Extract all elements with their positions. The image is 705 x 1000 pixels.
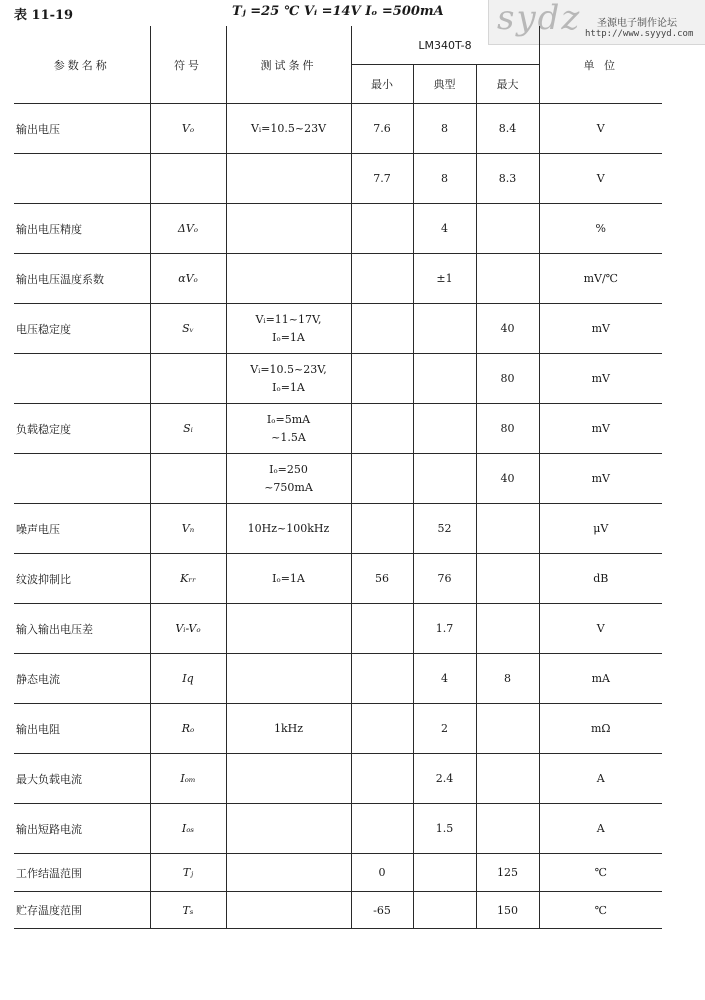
header-unit: 单 位 <box>539 26 662 104</box>
symbol-cell: Iₒₘ <box>150 754 226 804</box>
table-row <box>14 354 662 404</box>
min-cell <box>351 654 413 704</box>
symbol-cell: Sᵥ <box>150 304 226 354</box>
param-name-cell: 纹波抑制比 <box>14 554 150 604</box>
unit-cell: mV <box>539 354 662 404</box>
param-name-cell <box>14 354 150 404</box>
table-row <box>14 704 662 754</box>
test-conditions: Tⱼ =25 ℃ Vᵢ =14V Iₒ =500mA <box>232 4 444 19</box>
table-row <box>14 404 662 454</box>
param-name-cell <box>14 154 150 204</box>
condition-line-1: Vᵢ=10.5~23V, <box>250 362 327 376</box>
condition-cell <box>226 854 351 892</box>
condition-line-1: Vᵢ=11~17V, <box>255 312 322 326</box>
max-cell: 80 <box>476 404 539 454</box>
min-cell <box>351 354 413 404</box>
table-row <box>14 754 662 804</box>
param-name-cell: 电压稳定度 <box>14 304 150 354</box>
typ-cell: ±1 <box>413 254 476 304</box>
typ-cell: 52 <box>413 504 476 554</box>
header-symbol: 符号 <box>150 26 226 104</box>
min-cell <box>351 704 413 754</box>
condition-cell <box>226 254 351 304</box>
param-name-cell: 工作结温范围 <box>14 854 150 892</box>
unit-cell: mV/℃ <box>539 254 662 304</box>
watermark-logo: sydz <box>497 0 582 38</box>
unit-cell: V <box>539 154 662 204</box>
min-cell <box>351 504 413 554</box>
condition-line-1: Iₒ=1A <box>272 571 305 585</box>
table-row <box>14 892 662 929</box>
min-cell: 7.7 <box>351 154 413 204</box>
symbol-cell: Kᵣᵣ <box>150 554 226 604</box>
condition-cell <box>226 304 351 354</box>
table-row <box>14 504 662 554</box>
condition-cell <box>226 504 351 554</box>
max-cell <box>476 204 539 254</box>
header-typ: 典型 <box>413 65 476 104</box>
table-caption <box>14 4 484 22</box>
symbol-cell: Iₒₛ <box>150 804 226 854</box>
max-cell <box>476 704 539 754</box>
typ-cell: 76 <box>413 554 476 604</box>
symbol-cell: Vₒ <box>150 104 226 154</box>
max-cell: 150 <box>476 892 539 929</box>
table-row <box>14 304 662 354</box>
unit-cell: dB <box>539 554 662 604</box>
symbol-cell: Tⱼ <box>150 854 226 892</box>
condition-line-2: Iₒ=1A <box>272 380 305 394</box>
condition-cell <box>226 892 351 929</box>
typ-cell <box>413 454 476 504</box>
unit-cell: mV <box>539 454 662 504</box>
condition-line-1: Iₒ=5mA <box>266 412 311 426</box>
unit-cell: A <box>539 804 662 854</box>
max-cell: 40 <box>476 454 539 504</box>
typ-cell: 1.7 <box>413 604 476 654</box>
typ-cell: 2.4 <box>413 754 476 804</box>
min-cell <box>351 754 413 804</box>
symbol-cell: Sᵢ <box>150 404 226 454</box>
symbol-cell: Rₒ <box>150 704 226 754</box>
param-name-cell: 输出电阻 <box>14 704 150 754</box>
table-row <box>14 604 662 654</box>
param-name-cell: 输入输出电压差 <box>14 604 150 654</box>
condition-cell <box>226 554 351 604</box>
param-name-cell: 噪声电压 <box>14 504 150 554</box>
max-cell <box>476 754 539 804</box>
table-number: 表 11-19 <box>14 8 74 23</box>
min-cell <box>351 804 413 854</box>
unit-cell: mA <box>539 654 662 704</box>
param-name-cell: 最大负载电流 <box>14 754 150 804</box>
typ-cell: 4 <box>413 654 476 704</box>
min-cell: 0 <box>351 854 413 892</box>
symbol-cell <box>150 354 226 404</box>
unit-cell: % <box>539 204 662 254</box>
table-row <box>14 154 662 204</box>
condition-cell <box>226 654 351 704</box>
symbol-cell <box>150 154 226 204</box>
max-cell: 8.3 <box>476 154 539 204</box>
condition-line-1: Iₒ=250 <box>269 462 308 476</box>
typ-cell <box>413 892 476 929</box>
typ-cell <box>413 354 476 404</box>
param-name-cell: 输出短路电流 <box>14 804 150 854</box>
table-row <box>14 104 662 154</box>
condition-line-2: Iₒ=1A <box>272 330 305 344</box>
unit-cell: mV <box>539 404 662 454</box>
symbol-cell: αVₒ <box>150 254 226 304</box>
unit-cell: V <box>539 104 662 154</box>
min-cell <box>351 304 413 354</box>
table-row <box>14 854 662 892</box>
watermark-site-name: 圣源电子制作论坛 <box>597 18 677 29</box>
condition-line-1: 10Hz~100kHz <box>247 521 330 535</box>
max-cell: 40 <box>476 304 539 354</box>
table-row <box>14 204 662 254</box>
condition-line-2: ~750mA <box>264 480 313 494</box>
symbol-cell: ΔVₒ <box>150 204 226 254</box>
condition-cell <box>226 804 351 854</box>
min-cell <box>351 204 413 254</box>
typ-cell <box>413 304 476 354</box>
max-cell: 125 <box>476 854 539 892</box>
watermark-url: http://www.syyyd.com <box>585 29 694 39</box>
table-row <box>14 454 662 504</box>
param-name-cell <box>14 454 150 504</box>
typ-cell <box>413 404 476 454</box>
param-name-cell: 输出电压温度系数 <box>14 254 150 304</box>
condition-cell <box>226 704 351 754</box>
header-max: 最大 <box>476 65 539 104</box>
max-cell: 8.4 <box>476 104 539 154</box>
condition-cell <box>226 404 351 454</box>
symbol-cell: Iq <box>150 654 226 704</box>
typ-cell: 4 <box>413 204 476 254</box>
typ-cell: 8 <box>413 104 476 154</box>
header-min: 最小 <box>351 65 413 104</box>
header-device: LM340T-8 <box>351 26 539 65</box>
symbol-cell: Tₛ <box>150 892 226 929</box>
typ-cell: 2 <box>413 704 476 754</box>
min-cell: 56 <box>351 554 413 604</box>
condition-cell <box>226 354 351 404</box>
header-condition: 测试条件 <box>226 26 351 104</box>
condition-line-1: Vᵢ=10.5~23V <box>250 121 327 135</box>
unit-cell: mΩ <box>539 704 662 754</box>
max-cell: 80 <box>476 354 539 404</box>
condition-cell <box>226 454 351 504</box>
table-row <box>14 804 662 854</box>
unit-cell: V <box>539 604 662 654</box>
unit-cell: μV <box>539 504 662 554</box>
min-cell: 7.6 <box>351 104 413 154</box>
condition-cell <box>226 104 351 154</box>
unit-cell: mV <box>539 304 662 354</box>
condition-cell <box>226 604 351 654</box>
max-cell <box>476 604 539 654</box>
spec-table <box>14 26 662 929</box>
typ-cell <box>413 854 476 892</box>
table-row <box>14 554 662 604</box>
param-name-cell: 输出电压 <box>14 104 150 154</box>
min-cell: -65 <box>351 892 413 929</box>
symbol-cell: Vₙ <box>150 504 226 554</box>
symbol-cell: Vᵢ-Vₒ <box>150 604 226 654</box>
min-cell <box>351 254 413 304</box>
table-row <box>14 254 662 304</box>
condition-line-2: ~1.5A <box>271 430 306 444</box>
max-cell: 8 <box>476 654 539 704</box>
header-param: 参数名称 <box>14 26 150 104</box>
typ-cell: 1.5 <box>413 804 476 854</box>
max-cell <box>476 554 539 604</box>
param-name-cell: 负载稳定度 <box>14 404 150 454</box>
param-name-cell: 静态电流 <box>14 654 150 704</box>
condition-cell <box>226 154 351 204</box>
max-cell <box>476 804 539 854</box>
min-cell <box>351 404 413 454</box>
condition-cell <box>226 754 351 804</box>
condition-line-1: 1kHz <box>273 721 304 735</box>
unit-cell: ℃ <box>539 892 662 929</box>
symbol-cell <box>150 454 226 504</box>
table-row <box>14 654 662 704</box>
min-cell <box>351 604 413 654</box>
param-name-cell: 输出电压精度 <box>14 204 150 254</box>
condition-cell <box>226 204 351 254</box>
max-cell <box>476 504 539 554</box>
min-cell <box>351 454 413 504</box>
param-name-cell: 贮存温度范围 <box>14 892 150 929</box>
typ-cell: 8 <box>413 154 476 204</box>
max-cell <box>476 254 539 304</box>
unit-cell: ℃ <box>539 854 662 892</box>
unit-cell: A <box>539 754 662 804</box>
